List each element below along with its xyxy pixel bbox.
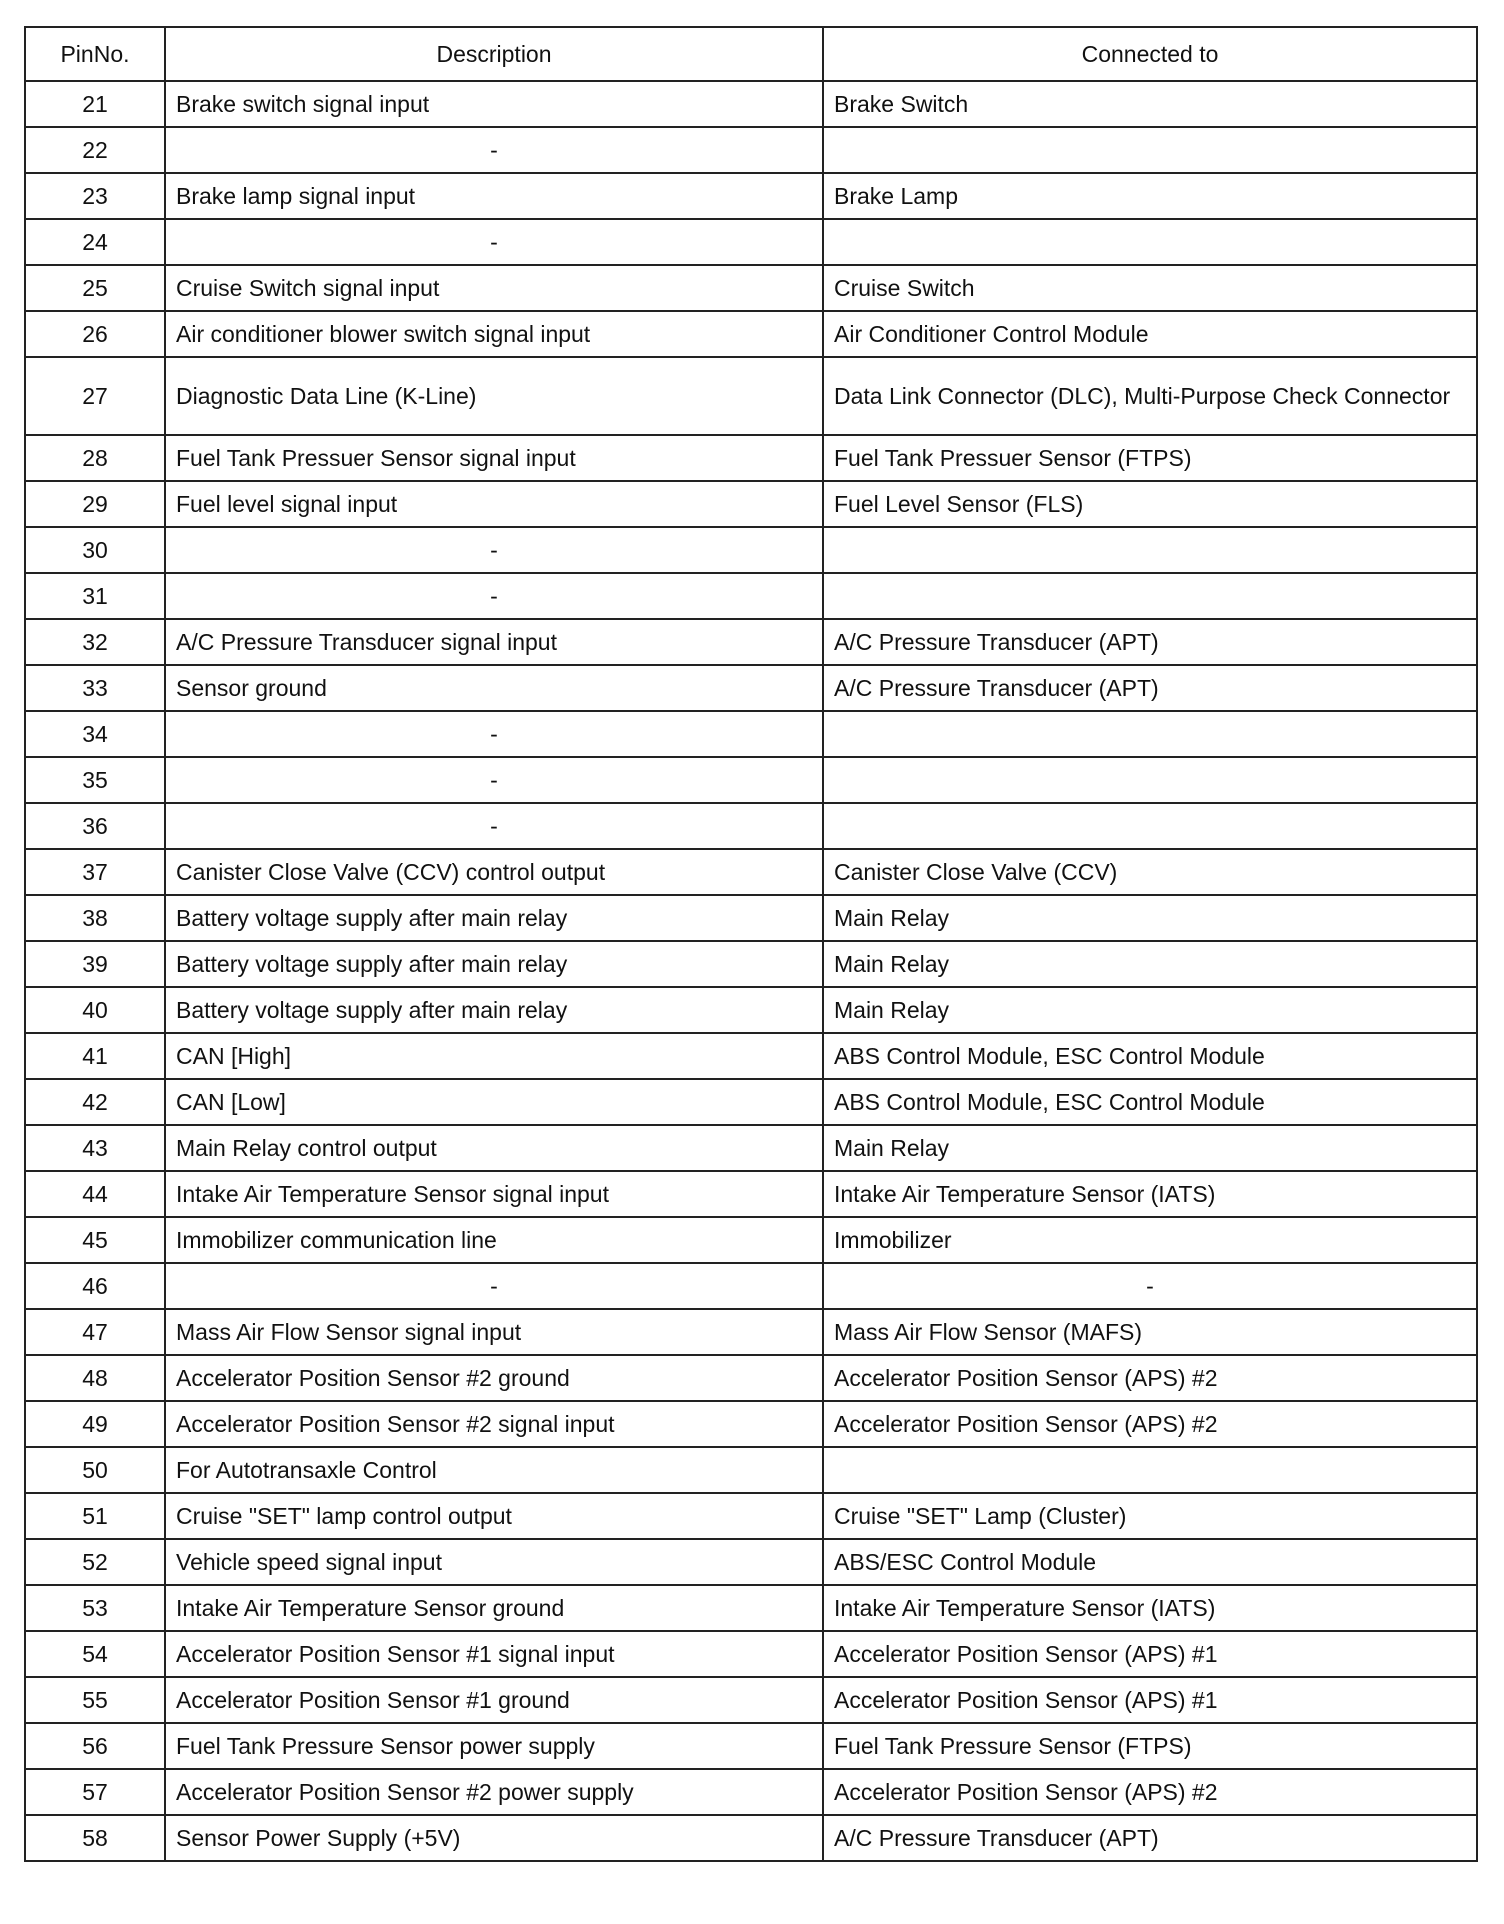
pin-cell: 35 [25, 757, 165, 803]
description-cell: Fuel level signal input [165, 481, 823, 527]
pin-cell: 29 [25, 481, 165, 527]
pin-cell: 47 [25, 1309, 165, 1355]
table-row [25, 1585, 1477, 1631]
pin-cell: 54 [25, 1631, 165, 1677]
description-cell: CAN [Low] [165, 1079, 823, 1125]
pin-cell: 38 [25, 895, 165, 941]
table-row [25, 481, 1477, 527]
description-cell: Intake Air Temperature Sensor ground [165, 1585, 823, 1631]
connected-cell [823, 573, 1477, 619]
description-cell: - [165, 527, 823, 573]
pin-cell: 48 [25, 1355, 165, 1401]
connected-cell [823, 711, 1477, 757]
description-cell: - [165, 127, 823, 173]
pin-cell: 21 [25, 81, 165, 127]
pin-cell: 22 [25, 127, 165, 173]
table-row [25, 1769, 1477, 1815]
connected-cell: ABS Control Module, ESC Control Module [823, 1033, 1477, 1079]
description-cell: - [165, 803, 823, 849]
description-cell: - [165, 1263, 823, 1309]
connected-cell: Brake Lamp [823, 173, 1477, 219]
pin-cell: 42 [25, 1079, 165, 1125]
connected-cell [823, 219, 1477, 265]
connected-cell [823, 803, 1477, 849]
table-row [25, 311, 1477, 357]
pin-cell: 43 [25, 1125, 165, 1171]
table-row [25, 265, 1477, 311]
description-cell: Brake lamp signal input [165, 173, 823, 219]
description-cell: Cruise Switch signal input [165, 265, 823, 311]
connected-cell [823, 757, 1477, 803]
pin-cell: 49 [25, 1401, 165, 1447]
description-cell: Intake Air Temperature Sensor signal input [165, 1171, 823, 1217]
table-row [25, 1263, 1477, 1309]
connected-cell: Fuel Tank Pressuer Sensor (FTPS) [823, 435, 1477, 481]
table-row [25, 1079, 1477, 1125]
pin-cell: 30 [25, 527, 165, 573]
header-connected: Connected to [823, 27, 1477, 81]
connected-cell: Main Relay [823, 987, 1477, 1033]
description-cell: - [165, 219, 823, 265]
connected-cell: A/C Pressure Transducer (APT) [823, 1815, 1477, 1861]
connected-cell: Data Link Connector (DLC), Multi-Purpose Check Connector [823, 357, 1477, 435]
description-cell: Main Relay control output [165, 1125, 823, 1171]
connected-cell: Canister Close Valve (CCV) [823, 849, 1477, 895]
table-row [25, 1401, 1477, 1447]
pin-cell: 40 [25, 987, 165, 1033]
table-row [25, 357, 1477, 435]
pin-cell: 31 [25, 573, 165, 619]
pin-cell: 55 [25, 1677, 165, 1723]
table-row [25, 803, 1477, 849]
description-cell: Mass Air Flow Sensor signal input [165, 1309, 823, 1355]
description-cell: Accelerator Position Sensor #2 signal input [165, 1401, 823, 1447]
table-row [25, 1815, 1477, 1861]
table-row [25, 1539, 1477, 1585]
connected-cell: Intake Air Temperature Sensor (IATS) [823, 1585, 1477, 1631]
table-row [25, 527, 1477, 573]
description-cell: Fuel Tank Pressuer Sensor signal input [165, 435, 823, 481]
pin-cell: 24 [25, 219, 165, 265]
connected-cell: Mass Air Flow Sensor (MAFS) [823, 1309, 1477, 1355]
pin-cell: 36 [25, 803, 165, 849]
description-cell: Accelerator Position Sensor #2 ground [165, 1355, 823, 1401]
header-row [25, 27, 1477, 81]
connected-cell: Fuel Tank Pressure Sensor (FTPS) [823, 1723, 1477, 1769]
connected-cell [823, 1447, 1477, 1493]
table-row [25, 1677, 1477, 1723]
connected-cell: ABS/ESC Control Module [823, 1539, 1477, 1585]
description-cell: - [165, 711, 823, 757]
table-row [25, 711, 1477, 757]
description-cell: Accelerator Position Sensor #2 power supply [165, 1769, 823, 1815]
connected-cell [823, 127, 1477, 173]
description-cell: Immobilizer communication line [165, 1217, 823, 1263]
table-row [25, 1033, 1477, 1079]
connected-cell: Brake Switch [823, 81, 1477, 127]
table-row [25, 665, 1477, 711]
table-row [25, 1447, 1477, 1493]
description-cell: Canister Close Valve (CCV) control output [165, 849, 823, 895]
connected-cell: A/C Pressure Transducer (APT) [823, 619, 1477, 665]
description-cell: Fuel Tank Pressure Sensor power supply [165, 1723, 823, 1769]
connected-cell: Accelerator Position Sensor (APS) #1 [823, 1677, 1477, 1723]
pin-cell: 52 [25, 1539, 165, 1585]
table-row [25, 81, 1477, 127]
pin-cell: 27 [25, 357, 165, 435]
connected-cell: Immobilizer [823, 1217, 1477, 1263]
pin-cell: 37 [25, 849, 165, 895]
pin-cell: 46 [25, 1263, 165, 1309]
table-row [25, 757, 1477, 803]
description-cell: Air conditioner blower switch signal input [165, 311, 823, 357]
table-row [25, 895, 1477, 941]
description-cell: Sensor ground [165, 665, 823, 711]
connected-cell: Main Relay [823, 941, 1477, 987]
description-cell: - [165, 573, 823, 619]
table-row [25, 1171, 1477, 1217]
connected-cell: A/C Pressure Transducer (APT) [823, 665, 1477, 711]
description-cell: Battery voltage supply after main relay [165, 987, 823, 1033]
description-cell: Battery voltage supply after main relay [165, 895, 823, 941]
connected-cell: - [823, 1263, 1477, 1309]
connected-cell: Cruise Switch [823, 265, 1477, 311]
pin-cell: 41 [25, 1033, 165, 1079]
pin-cell: 58 [25, 1815, 165, 1861]
table-row [25, 1631, 1477, 1677]
pin-cell: 45 [25, 1217, 165, 1263]
pin-cell: 32 [25, 619, 165, 665]
header-description: Description [165, 27, 823, 81]
connected-cell: Accelerator Position Sensor (APS) #2 [823, 1355, 1477, 1401]
pin-cell: 56 [25, 1723, 165, 1769]
table-row [25, 619, 1477, 665]
connected-cell: Accelerator Position Sensor (APS) #2 [823, 1401, 1477, 1447]
pin-cell: 34 [25, 711, 165, 757]
table-row [25, 1355, 1477, 1401]
description-cell: Accelerator Position Sensor #1 ground [165, 1677, 823, 1723]
pin-table [24, 26, 1478, 1862]
table-row [25, 435, 1477, 481]
connected-cell: Air Conditioner Control Module [823, 311, 1477, 357]
pin-cell: 53 [25, 1585, 165, 1631]
description-cell: Sensor Power Supply (+5V) [165, 1815, 823, 1861]
pin-cell: 25 [25, 265, 165, 311]
pin-cell: 51 [25, 1493, 165, 1539]
table-row [25, 941, 1477, 987]
table-row [25, 1309, 1477, 1355]
table-row [25, 1217, 1477, 1263]
pin-cell: 39 [25, 941, 165, 987]
table-row [25, 1125, 1477, 1171]
description-cell: Accelerator Position Sensor #1 signal input [165, 1631, 823, 1677]
connected-cell: ABS Control Module, ESC Control Module [823, 1079, 1477, 1125]
pin-cell: 50 [25, 1447, 165, 1493]
description-cell: CAN [High] [165, 1033, 823, 1079]
connected-cell: Cruise "SET" Lamp (Cluster) [823, 1493, 1477, 1539]
pin-cell: 33 [25, 665, 165, 711]
pin-cell: 44 [25, 1171, 165, 1217]
description-cell: Cruise "SET" lamp control output [165, 1493, 823, 1539]
connected-cell: Main Relay [823, 895, 1477, 941]
connected-cell: Intake Air Temperature Sensor (IATS) [823, 1171, 1477, 1217]
connected-cell: Fuel Level Sensor (FLS) [823, 481, 1477, 527]
description-cell: - [165, 757, 823, 803]
description-cell: Diagnostic Data Line (K-Line) [165, 357, 823, 435]
pin-cell: 57 [25, 1769, 165, 1815]
table-row [25, 573, 1477, 619]
table-row [25, 173, 1477, 219]
connected-cell [823, 527, 1477, 573]
connected-cell: Main Relay [823, 1125, 1477, 1171]
table-row [25, 1493, 1477, 1539]
table-row [25, 987, 1477, 1033]
pin-cell: 28 [25, 435, 165, 481]
pin-cell: 23 [25, 173, 165, 219]
connected-cell: Accelerator Position Sensor (APS) #1 [823, 1631, 1477, 1677]
description-cell: Vehicle speed signal input [165, 1539, 823, 1585]
description-cell: Battery voltage supply after main relay [165, 941, 823, 987]
description-cell: A/C Pressure Transducer signal input [165, 619, 823, 665]
pin-cell: 26 [25, 311, 165, 357]
table-row [25, 849, 1477, 895]
table-row [25, 219, 1477, 265]
table-row [25, 127, 1477, 173]
description-cell: Brake switch signal input [165, 81, 823, 127]
table-row [25, 1723, 1477, 1769]
description-cell: For Autotransaxle Control [165, 1447, 823, 1493]
header-pin: PinNo. [25, 27, 165, 81]
connected-cell: Accelerator Position Sensor (APS) #2 [823, 1769, 1477, 1815]
